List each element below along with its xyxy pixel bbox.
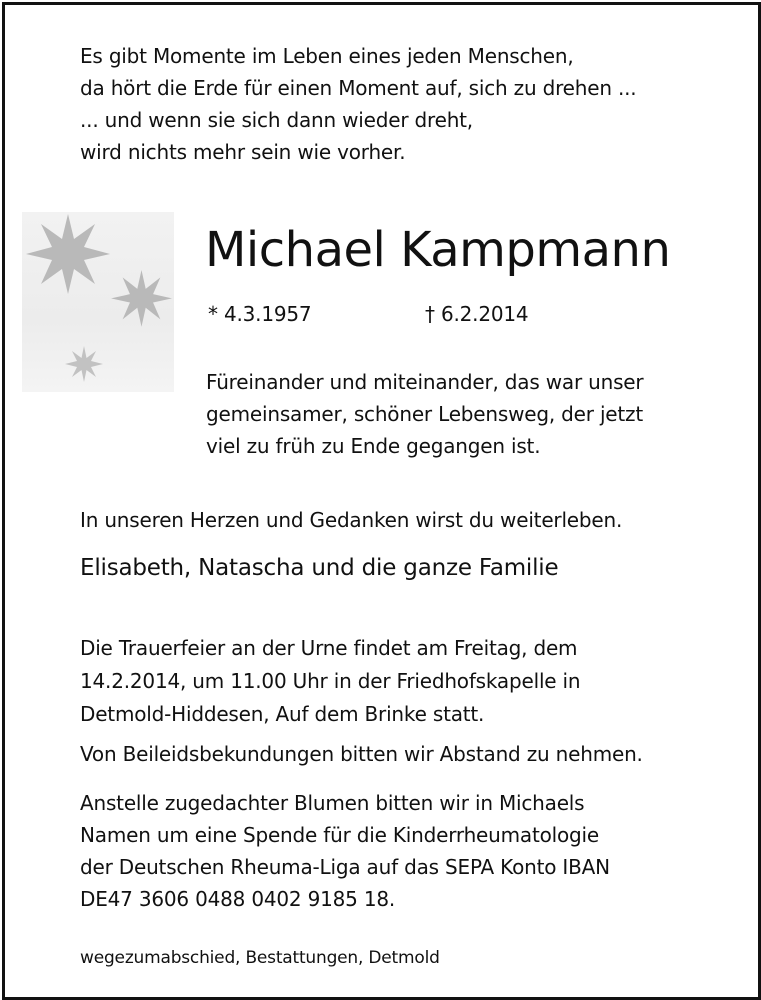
together-verse xyxy=(206,366,643,462)
donation-line: DE47 3606 0488 0402 9185 18. xyxy=(80,887,396,911)
donation-line: der Deutschen Rheuma-Liga auf das SEPA Konto IBAN xyxy=(80,855,610,879)
poem-line: Es gibt Momente im Leben eines jeden Menschen, xyxy=(80,44,574,68)
stars-icon xyxy=(22,212,174,392)
donation-request xyxy=(80,787,610,915)
together-line: viel zu früh zu Ende gegangen ist. xyxy=(206,434,541,458)
star-icon-large xyxy=(26,214,110,294)
poem-line: wird nichts mehr sein wie vorher. xyxy=(80,140,406,164)
together-line: Füreinander und miteinander, das war unser xyxy=(206,370,644,394)
poem-line: da hört die Erde für einen Moment auf, sich zu drehen ... xyxy=(80,76,637,100)
service-line: Detmold-Hiddesen, Auf dem Brinke statt. xyxy=(80,702,485,726)
service-line: Die Trauerfeier an der Urne findet am Freitag, dem xyxy=(80,636,578,660)
death-date: † 6.2.2014 xyxy=(425,302,529,326)
donation-line: Namen um eine Spende für die Kinderrheumatologie xyxy=(80,823,600,847)
funeral-home-credit: wegezumabschied, Bestattungen, Detmold xyxy=(80,948,440,968)
star-icon-small xyxy=(65,346,103,382)
birth-date: * 4.3.1957 xyxy=(208,302,312,326)
donation-line: Anstelle zugedachter Blumen bitten wir in Michaels xyxy=(80,791,585,815)
condolences-note: Von Beileidsbekundungen bitten wir Abstand zu nehmen. xyxy=(80,742,643,766)
deceased-name: Michael Kampmann xyxy=(205,222,671,278)
together-line: gemeinsamer, schöner Lebensweg, der jetzt xyxy=(206,402,643,426)
star-icon-medium xyxy=(111,270,172,327)
opening-poem xyxy=(80,40,636,168)
family-signature: Elisabeth, Natascha und die ganze Familie xyxy=(80,555,559,581)
funeral-service-info xyxy=(80,632,580,731)
memory-text: In unseren Herzen und Gedanken wirst du weiterleben. xyxy=(80,508,623,532)
stars-decoration xyxy=(22,212,174,392)
service-line: 14.2.2014, um 11.00 Uhr in der Friedhofskapelle in xyxy=(80,669,581,693)
poem-line: ... und wenn sie sich dann wieder dreht, xyxy=(80,108,473,132)
